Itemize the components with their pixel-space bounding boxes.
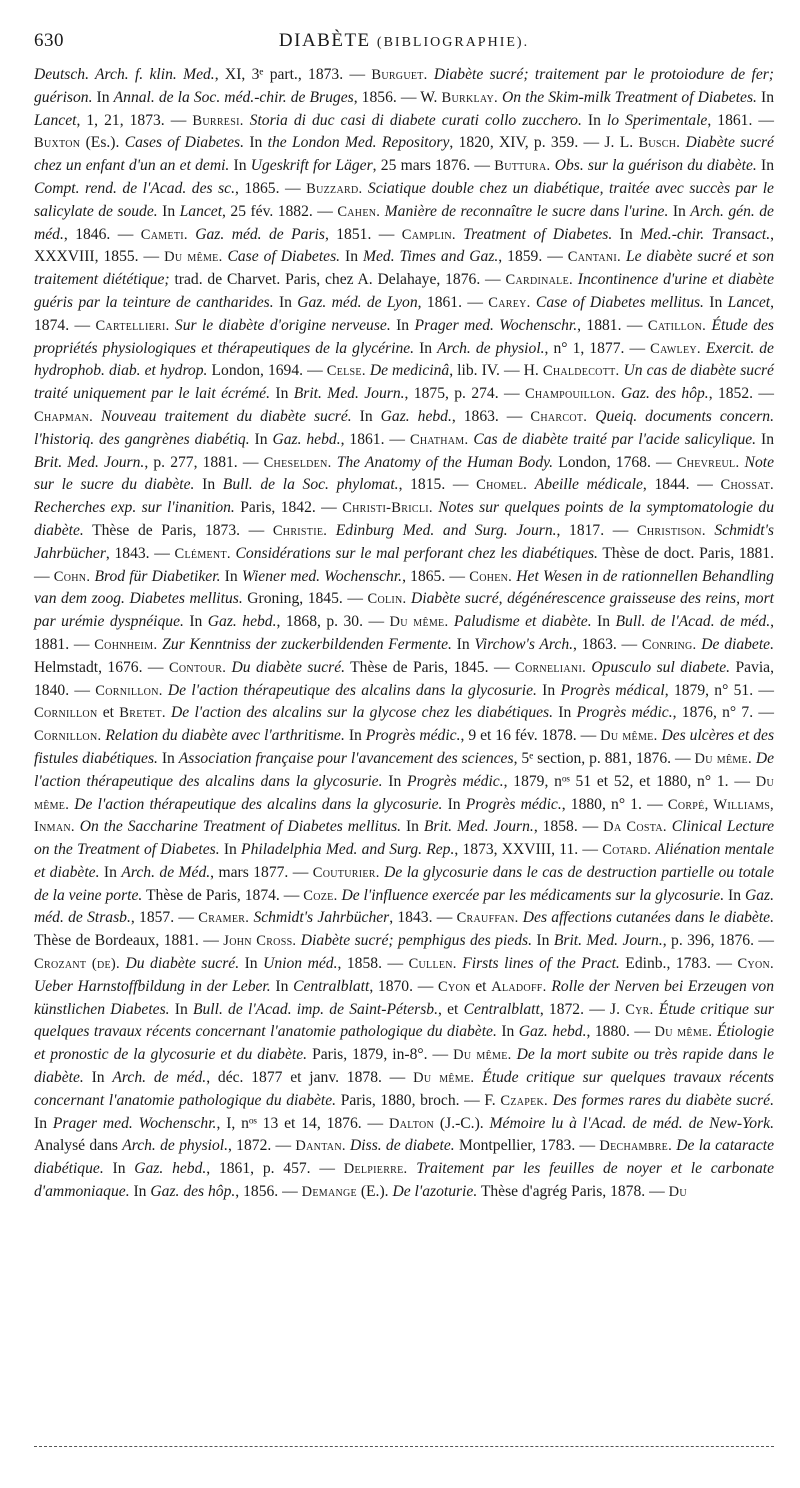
running-head-title: DIABÈTE (278, 30, 371, 51)
running-head (34, 30, 774, 52)
footer-rule (34, 1446, 774, 1447)
page-header (34, 26, 774, 64)
page-number: 630 (34, 30, 64, 51)
bibliography-paragraph: Deutsch. Arch. f. klin. Med., XI, 3ᵉ part., 1873. — Burguet. Diabète sucré; traitement par le protoiodure de fer; guérison. In Annal. de la Soc. méd.-chir. de Bruges, 1856. — W. Burklay. On the Skim-milk Treatment of Diabetes. In Lancet, 1, 21, 1873. — Burresi. Storia di duc casi di diabete curati collo zucchero. In lo Sperimentale, 1861. — Buxton (Es.). Cases of Diabetes. In the London Med. Repository, 1820, XIV, p. 359. — J. L. Busch. Diabète sucré chez un enfant d'un an et demi. In Ugeskrift for Läger, 25 mars 1876. — Buttura. Obs. sur la guérison du diabète. In Compt. rend. de l'Acad. des sc., 1865. — Buzzard. Sciatique double chez un diabétique, traitée avec succès par le salicylate de soude. In Lancet, 25 fév. 1882. — Cahen. Manière de reconnaître le sucre dans l'urine. In Arch. gén. de méd., 1846. — Cameti. Gaz. méd. de Paris, 1851. — Camplin. Treatment of Diabetes. In Med.-chir. Transact., XXXVIII, 1855. — Du même. Case of Diabetes. In Med. Times and Gaz., 1859. — Cantani. Le diabète sucré et son traitement diététique; trad. de Charvet. Paris, chez A. Delahaye, 1876. — Cardinale. Incontinence d'urine et diabète guéris par la teinture de cantharides. In Gaz. méd. de Lyon, 1861. — Carey. Case of Diabetes mellitus. In Lancet, 1874. — Cartellieri. Sur le diabète d'origine nerveuse. In Prager med. Wochenschr., 1881. — Catillon. Étude des propriétés physiologiques et thérapeutiques de la glycérine. In Arch. de physiol., n° 1, 1877. — Cawley. Exercit. de hydrophob. diab. et hydrop. London, 1694. — Celse. De medicinâ, lib. IV. — H. Chaldecott. Un cas de diabète sucré traité uniquement par le lait écrémé. In Brit. Med. Journ., 1875, p. 274. — Champouillon. Gaz. des hôp., 1852. — Chapman. Nouveau traitement du diabète sucré. In Gaz. hebd., 1863. — Charcot. Queiq. documents concern. l'historiq. des gangrènes diabétiq. In Gaz. hebd., 1861. — Chatham. Cas de diabète traité par l'acide salicylique. In Brit. Med. Journ., p. 277, 1881. — Cheselden. The Anatomy of the Human Body. London, 1768. — Chevreul. Note sur le sucre du diabète. In Bull. de la Soc. phylomat., 1815. — Chomel. Abeille médicale, 1844. — Chossat. Recherches exp. sur l'inanition. Paris, 1842. — Christi-Bricli. Notes sur quelques points de la symptomatologie du diabète. Thèse de Paris, 1873. — Christie. Edinburg Med. and Surg. Journ., 1817. — Christison. Schmidt's Jahrbücher, 1843. — Clément. Considérations sur le mal perforant chez les diabétiques. Thèse de doct. Paris, 1881. — Cohn. Brod für Diabetiker. In Wiener med. Wochenschr., 1865. — Cohen. Het Wesen in de rationnellen Behandling van dem zoog. Diabetes mellitus. Groning, 1845. — Colin. Diabète sucré, dégénérescence graisseuse des reins, mort par urémie dyspnéique. In Gaz. hebd., 1868, p. 30. — Du même. Paludisme et diabète. In Bull. de l'Acad. de méd., 1881. — Cohnheim. Zur Kenntniss der zuckerbildenden Fermente. In Virchow's Arch., 1863. — Conring. De diabete. Helmstadt, 1676. — Contour. Du diabète sucré. Thèse de Paris, 1845. — Corneliani. Opusculo sul diabete. Pavia, 1840. — Cornillon. De l'action thérapeutique des alcalins dans la glycosurie. In Progrès médical, 1879, n° 51. — Cornillon et Bretet. De l'action des alcalins sur la glycose chez les diabétiques. In Progrès médic., 1876, n° 7. — Cornillon. Relation du diabète avec l'arthritisme. In Progrès médic., 9 et 16 fév. 1878. — Du même. Des ulcères et des fistules diabétiques. In Association française pour l'avancement des sciences, 5ᵉ section, p. 881, 1876. — Du même. De l'action thérapeutique des alcalins dans la glycosurie. In Progrès médic., 1879, nᵒˢ 51 et 52, et 1880, n° 1. — Du même. De l'action thérapeutique des alcalins dans la glycosurie. In Progrès médic., 1880, n° 1. — Corpé, Williams, Inman. On the Saccharine Treatment of Diabetes mellitus. In Brit. Med. Journ., 1858. — Da Costa. Clinical Lecture on the Treatment of Diabetes. In Philadelphia Med. and Surg. Rep., 1873, XXVIII, 11. — Cotard. Aliénation mentale et diabète. In Arch. de Méd., mars 1877. — Couturier. De la glycosurie dans le cas de destruction partielle ou totale de la veine porte. Thèse de Paris, 1874. — Coze. De l'influence exercée par les médicaments sur la glycosurie. In Gaz. méd. de Strasb., 1857. — Cramer. Schmidt's Jahrbücher, 1843. — Crauffan. Des affections cutanées dans le diabète. Thèse de Bordeaux, 1881. — John Cross. Diabète sucré; pemphigus des pieds. In Brit. Med. Journ., p. 396, 1876. — Crozant (de). Du diabète sucré. In Union méd., 1858. — Cullen. Firsts lines of the Pract. Edinb., 1783. — Cyon. Ueber Harnstoffbildung in der Leber. In Centralblatt, 1870. — Cyon et Aladoff. Rolle der Nerven bei Erzeugen von künstlichen Diabetes. In Bull. de l'Acad. imp. de Saint-Pétersb., et Centralblatt, 1872. — J. Cyr. Étude critique sur quelques travaux récents concernant l'anatomie pathologique du diabète. In Gaz. hebd., 1880. — Du même. Étiologie et pronostic de la glycosurie et du diabète. Paris, 1879, in-8°. — Du même. De la mort subite ou très rapide dans le diabète. In Arch. de méd., déc. 1877 et janv. 1878. — Du même. Étude critique sur quelques travaux récents concernant l'anatomie pathologique du diabète. Paris, 1880, broch. — F. Czapek. Des formes rares du diabète sucré. In Prager med. Wochenschr., I, nᵒˢ 13 et 14, 1876. — Dalton (J.-C.). Mémoire lu à l'Acad. de méd. de New-York. Analysé dans Arch. de physiol., 1872. — Dantan. Diss. de diabete. Montpellier, 1783. — Dechambre. De la cataracte diabétique. In Gaz. hebd., 1861, p. 457. — Delpierre. Traitement par les feuilles de noyer et le carbonate d'ammoniaque. In Gaz. des hôp., 1856. — Demange (E.). De l'azoturie. Thèse d'agrég Paris, 1878. — Du (34, 66, 775, 1201)
document-page (34, 26, 774, 1204)
running-head-subtitle: (BIBLIOGRAPHIE). (376, 35, 530, 50)
